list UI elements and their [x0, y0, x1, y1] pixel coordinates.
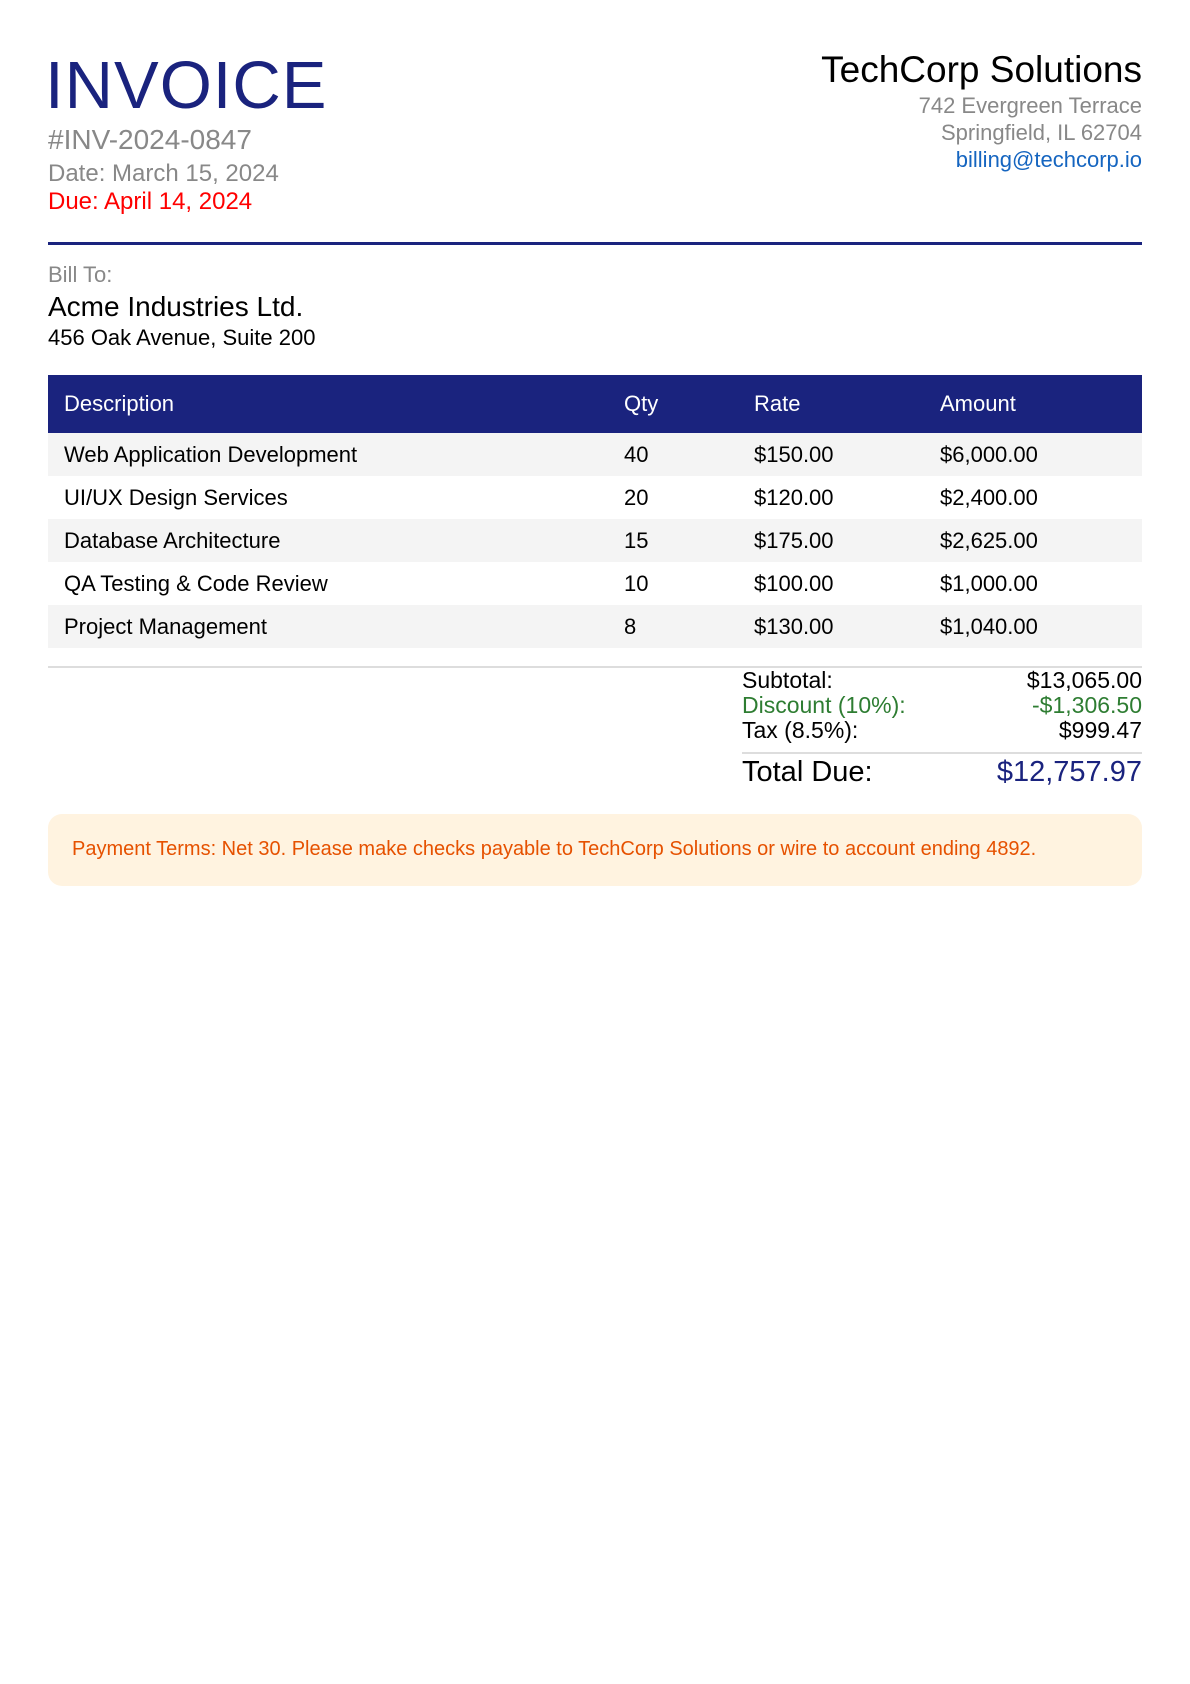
tax-row	[742, 718, 1142, 743]
total-due-value: $12,757.97	[996, 756, 1142, 788]
invoice-due-date: Due: April 14, 2024	[48, 188, 253, 215]
table-row	[48, 605, 1142, 648]
company-email-link[interactable]: billing@techcorp.io	[955, 147, 1142, 172]
line-items-table	[48, 375, 1142, 648]
item-description: Database Architecture	[48, 519, 608, 562]
invoice-header	[45, 0, 1142, 245]
invoice-page	[45, 0, 1142, 860]
item-amount: $6,000.00	[924, 433, 1142, 476]
discount-label: Discount (10%):	[742, 692, 906, 718]
invoice-number: #INV-2024-0847	[48, 124, 252, 155]
column-header-amount: Amount	[924, 375, 1142, 433]
item-description: UI/UX Design Services	[48, 476, 608, 519]
item-rate: $175.00	[738, 519, 924, 562]
company-name: TechCorp Solutions	[821, 49, 1142, 90]
table-row	[48, 562, 1142, 605]
item-rate: $130.00	[738, 605, 924, 648]
payment-terms-box	[48, 814, 1142, 886]
discount-value: -$1,306.50	[1032, 692, 1142, 718]
total-due-row	[742, 754, 1142, 790]
item-description: QA Testing & Code Review	[48, 562, 608, 605]
subtotal-row	[742, 668, 1142, 693]
item-qty: 8	[608, 605, 738, 648]
invoice-date: Date: March 15, 2024	[48, 160, 279, 187]
column-header-description: Description	[48, 375, 608, 433]
item-qty: 10	[608, 562, 738, 605]
table-row	[48, 519, 1142, 562]
tax-value: $999.47	[1058, 717, 1142, 743]
company-address-line2: Springfield, IL 62704	[941, 120, 1142, 145]
table-row	[48, 433, 1142, 476]
table-row	[48, 476, 1142, 519]
item-amount: $1,000.00	[924, 562, 1142, 605]
item-amount: $1,040.00	[924, 605, 1142, 648]
bill-to-label: Bill To:	[48, 262, 113, 287]
total-due-label: Total Due:	[742, 756, 873, 788]
payment-terms-text: Payment Terms: Net 30. Please make checks payable to TechCorp Solutions or wire to account ending 4892.	[72, 838, 1037, 860]
table-header-row	[48, 375, 1142, 433]
item-description: Project Management	[48, 605, 608, 648]
item-rate: $100.00	[738, 562, 924, 605]
column-header-qty: Qty	[608, 375, 738, 433]
item-qty: 15	[608, 519, 738, 562]
column-header-rate: Rate	[738, 375, 924, 433]
header-divider	[48, 242, 1142, 245]
item-qty: 40	[608, 433, 738, 476]
client-address: 456 Oak Avenue, Suite 200	[48, 325, 316, 350]
subtotal-label: Subtotal:	[742, 667, 833, 693]
item-rate: $120.00	[738, 476, 924, 519]
subtotal-value: $13,065.00	[1026, 667, 1142, 693]
bill-to-section	[48, 262, 315, 352]
invoice-title: INVOICE	[45, 48, 328, 123]
item-description: Web Application Development	[48, 433, 608, 476]
company-info	[821, 48, 1142, 173]
discount-row	[742, 693, 1142, 718]
item-rate: $150.00	[738, 433, 924, 476]
client-name: Acme Industries Ltd.	[48, 291, 304, 322]
company-address-line1: 742 Evergreen Terrace	[918, 93, 1142, 118]
item-amount: $2,400.00	[924, 476, 1142, 519]
tax-label: Tax (8.5%):	[742, 717, 859, 743]
totals-section	[742, 668, 1142, 790]
item-amount: $2,625.00	[924, 519, 1142, 562]
item-qty: 20	[608, 476, 738, 519]
